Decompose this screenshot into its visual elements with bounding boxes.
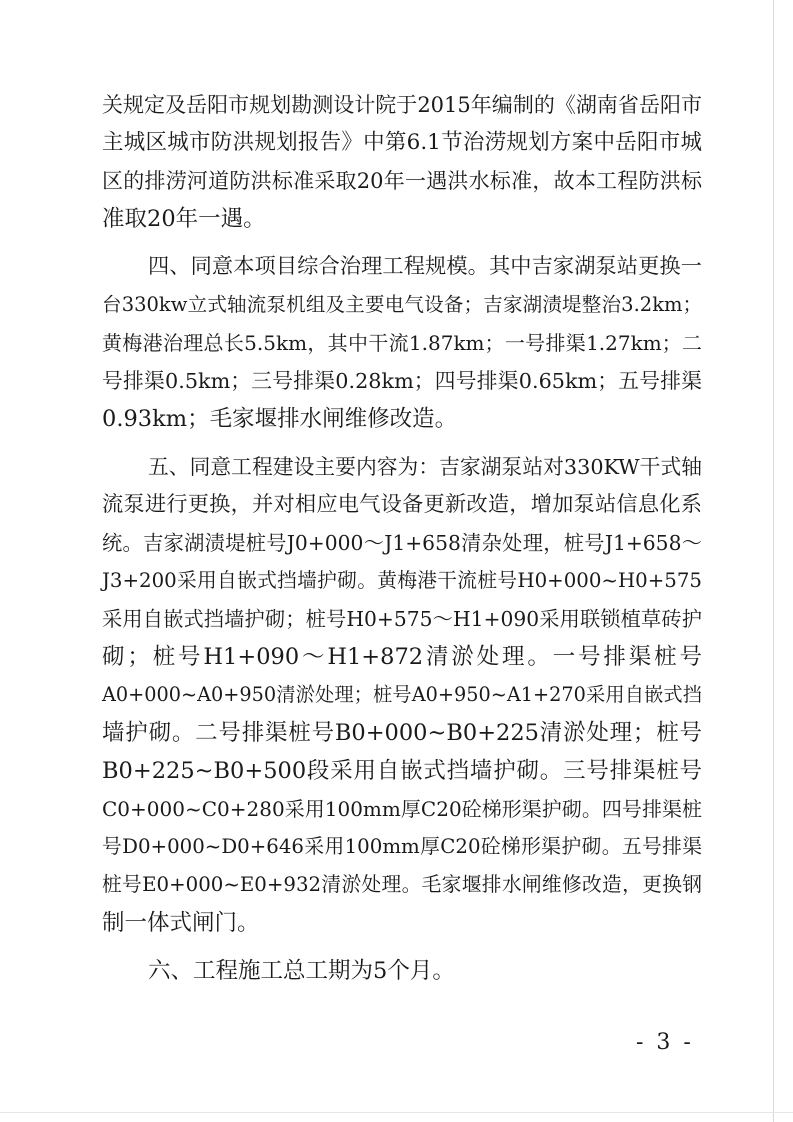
text-line-5: 四、同意本项目综合治理工程规模。其中吉家湖泵站更换一 <box>148 254 702 279</box>
text-line-7: 黄梅港治理总长5.5km，其中干流1.87km；一号排渠1.27km；二 <box>102 331 702 355</box>
text-line-10: 五、同意工程建设主要内容为：吉家湖泵站对330KW干式轴 <box>148 455 702 479</box>
text-line-22: 制一体式闸门。 <box>102 910 260 936</box>
text-line-3: 区的排涝河道防洪标准采取20年一遇洪水标准，故本工程防洪标 <box>102 169 702 193</box>
text-line-8: 号排渠0.5km；三号排渠0.28km；四号排渠0.65km；五号排渠 <box>102 369 702 393</box>
text-line-9: 0.93km；毛家堰排水闸维修改造。 <box>102 406 458 432</box>
text-line-17: 墙护砌。二号排渠桩号B0+000~B0+225清淤处理；桩号 <box>102 720 702 746</box>
text-line-18: B0+225~B0+500段采用自嵌式挡墙护砌。三号排渠桩号 <box>102 758 702 784</box>
scan-edge-bottom <box>0 1112 793 1113</box>
text-line-23: 六、工程施工总工期为5个月。 <box>148 958 455 984</box>
text-line-6: 台330kw立式轴流泵机组及主要电气设备；吉家湖渍堤整治3.2km； <box>102 293 702 316</box>
text-line-11: 流泵进行更换，并对相应电气设备更新改造，增加泵站信息化系 <box>102 492 702 517</box>
text-line-21: 桩号E0+000~E0+932清淤处理。毛家堰排水闸维修改造，更换钢 <box>102 873 702 896</box>
text-line-12: 统。吉家湖渍堤桩号J0+000～J1+658清杂处理，桩号J1+658～ <box>102 531 702 555</box>
text-line-16: A0+000~A0+950清淤处理；桩号A0+950~A1+270采用自嵌式挡 <box>102 683 702 706</box>
text-line-14: 采用自嵌式挡墙护砌；桩号H0+575～H1+090采用联锁植草砖护 <box>102 607 702 631</box>
text-line-15: 砌；桩号H1+090～H1+872清淤处理。一号排渠桩号 <box>102 644 702 670</box>
text-line-2: 主城区城市防洪规划报告》中第6.1节治涝规划方案中岳阳市城 <box>102 130 702 155</box>
text-line-20: 号D0+000~D0+646采用100mm厚C20砼梯形渠护砌。五号排渠 <box>102 835 702 858</box>
text-line-13: J3+200采用自嵌式挡墙护砌。黄梅港干流桩号H0+000~H0+575 <box>102 569 702 592</box>
text-line-19: C0+000~C0+280采用100mm厚C20砼梯形渠护砌。四号排渠桩 <box>102 797 702 821</box>
text-line-1: 关规定及岳阳市规划勘测设计院于2015年编制的《湖南省岳阳市 <box>102 93 702 117</box>
text-line-4: 准取20年一遇。 <box>102 206 266 232</box>
scan-edge-right <box>773 0 774 1122</box>
page-number: - 3 - <box>636 1030 694 1055</box>
